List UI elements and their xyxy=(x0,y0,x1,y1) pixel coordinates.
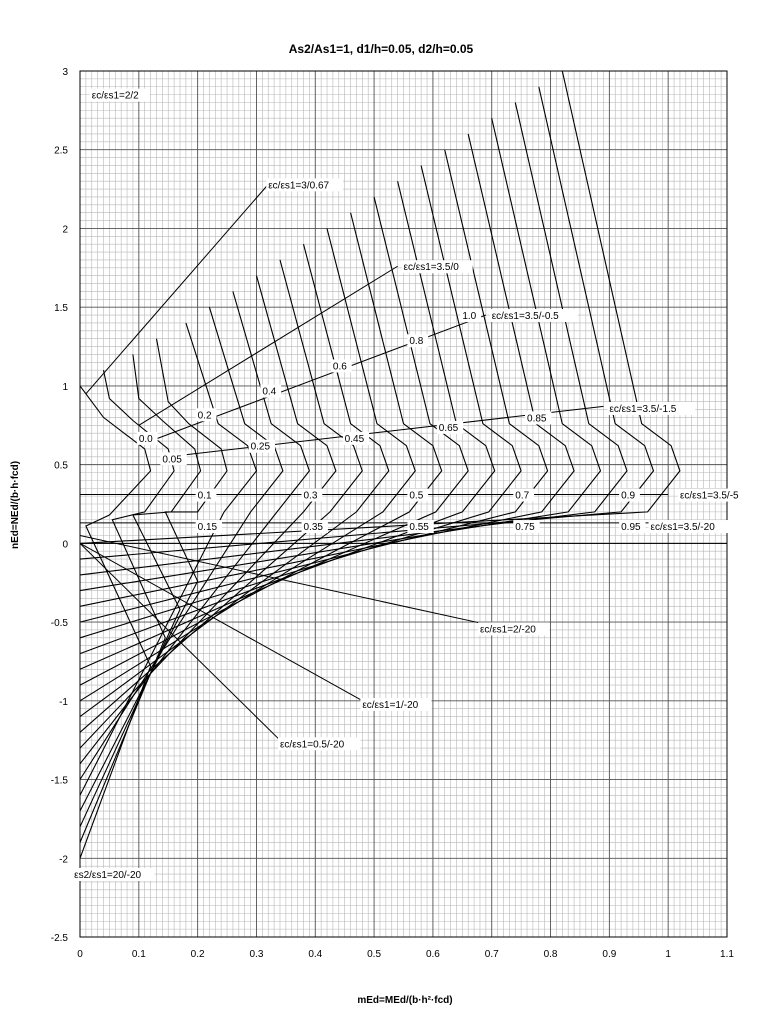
x-tick-label: 0.6 xyxy=(425,949,440,960)
x-tick-label: 0.9 xyxy=(602,949,617,960)
y-tick-label: -0.5 xyxy=(50,618,68,630)
annotation-label: 0.9 xyxy=(621,490,636,502)
annotation-label: εc/εs1=2/2 xyxy=(91,90,139,102)
annotation-label: 0.5 xyxy=(409,490,424,502)
annotation-label: 0.15 xyxy=(197,522,218,534)
chart-title: As2/As1=1, d1/h=0.05, d2/h=0.05 xyxy=(288,42,474,56)
annotation-label: εc/εs1=2/-20 xyxy=(479,624,536,636)
x-tick-label: 0.5 xyxy=(367,949,382,960)
annotation-label: 0.6 xyxy=(332,361,347,373)
annotation-label: 0.55 xyxy=(409,522,429,534)
annotation-label: εc/εs1=0.5/-20 xyxy=(279,739,345,751)
annotation-label: εc/εs1=3.5/-0.5 xyxy=(491,311,559,323)
annotation-label: εc/εs1=3.5/-1.5 xyxy=(609,403,677,415)
annotation-label: εs2/εs1=20/-20 xyxy=(74,870,142,882)
y-tick-label: -2.5 xyxy=(50,933,68,944)
y-tick-label: 2.5 xyxy=(54,145,68,157)
annotation-label: 0.25 xyxy=(250,441,271,453)
annotation-label: 0.4 xyxy=(262,386,277,398)
x-tick-label: 0.2 xyxy=(190,949,205,960)
annotation-label: 0.35 xyxy=(303,522,323,534)
y-tick-label: 1 xyxy=(62,381,68,393)
y-tick-label: -2 xyxy=(59,854,68,866)
annotation-label: εc/εs1=3.5/-20 xyxy=(650,522,715,534)
annotation-label: εc/εs1=3/0.67 xyxy=(268,180,330,192)
y-tick-label: 2 xyxy=(62,224,68,236)
y-tick-label: 0.5 xyxy=(54,460,68,472)
x-tick-label: 0.4 xyxy=(308,949,323,960)
y-tick-label: 0 xyxy=(62,539,68,551)
annotation-label: 0.75 xyxy=(515,522,535,534)
x-axis-title: mEd=MEd/(b·h²·fcd) xyxy=(357,995,453,1006)
x-tick-label: 0.1 xyxy=(131,949,146,960)
annotation-label: 0.85 xyxy=(527,413,547,425)
x-tick-label: 0.3 xyxy=(249,949,264,960)
annotation-label: 1.0 xyxy=(462,311,477,323)
y-axis-title: nEd=NEd/(b·h·fcd) xyxy=(10,460,21,550)
annotation-label: 0.7 xyxy=(515,490,530,502)
x-tick-label: 1 xyxy=(665,949,671,960)
x-tick-label: 0.8 xyxy=(543,949,558,960)
annotation-label: 0.8 xyxy=(409,336,424,348)
annotation-label: 0.05 xyxy=(162,454,182,466)
y-tick-label: 3 xyxy=(62,67,68,78)
y-tick-label: -1.5 xyxy=(50,775,68,787)
annotation-label: 0.45 xyxy=(344,433,365,445)
annotation-label: εc/εs1=3.5/0 xyxy=(403,262,459,274)
annotation-label: 0.1 xyxy=(197,490,212,502)
annotation-label: 0.3 xyxy=(303,490,318,502)
annotation-label: εc/εs1=1/-20 xyxy=(362,699,419,711)
annotation-label: 0.2 xyxy=(197,410,212,422)
x-tick-label: 0 xyxy=(77,949,83,960)
annotation-label: 0.0 xyxy=(138,433,153,445)
y-tick-label: -1 xyxy=(59,696,68,708)
annotation-label: εc/εs1=3.5/-5 xyxy=(679,490,739,502)
y-tick-label: 1.5 xyxy=(54,303,68,315)
x-tick-label: 0.7 xyxy=(484,949,499,960)
annotation-label: 0.95 xyxy=(621,522,641,534)
annotation-label: 0.65 xyxy=(438,422,459,434)
x-tick-label: 1.1 xyxy=(720,949,734,960)
